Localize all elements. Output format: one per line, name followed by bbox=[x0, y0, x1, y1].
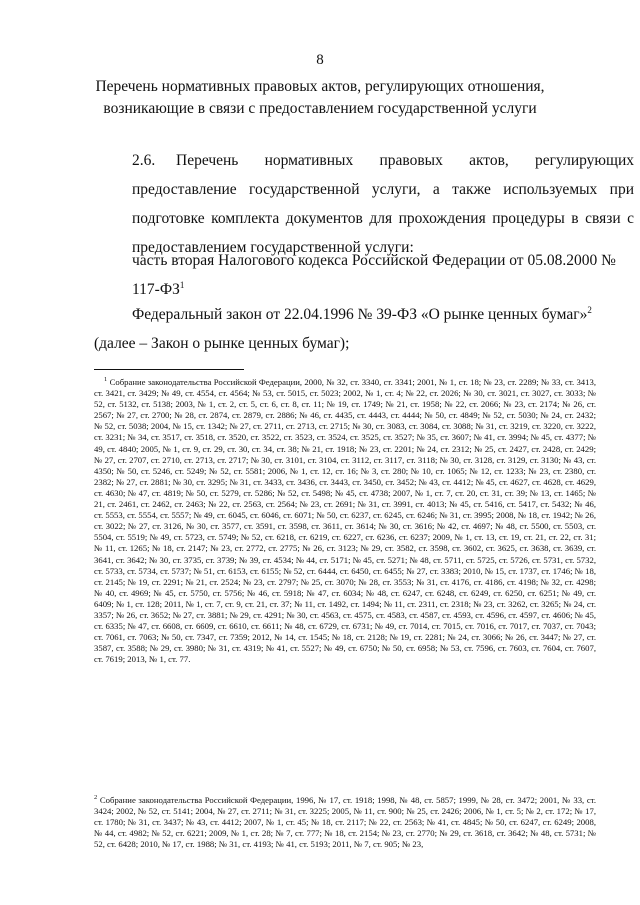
section-number: 2.6. bbox=[132, 152, 156, 169]
item-text: Федеральный закон от 22.04.1996 № 39-ФЗ «О рынке ценных бумаг» bbox=[132, 306, 588, 323]
item-text: часть вторая Налогового кодекса Российской Федерации от 05.08.2000 № 117-ФЗ bbox=[132, 252, 616, 298]
item-securities-law bbox=[94, 300, 634, 329]
heading-line-1: Перечень нормативных правовых актов, регулирующих отношения, bbox=[95, 78, 545, 95]
footnote-mark: 2 bbox=[94, 794, 98, 802]
heading-line-2: возникающие в связи с предоставлением государственной услуги bbox=[103, 100, 537, 117]
section-text: Перечень нормативных правовых актов, регулирующих предоставление государственной услуги, а также используемых при подготовке комплекта документов для прохождения процедуры в связи с предоставлением государственной услуги: bbox=[132, 152, 634, 256]
page-number: 8 bbox=[316, 52, 324, 68]
footnote-text: Собрание законодательства Российской Федерации, 1996, № 17, ст. 1918; 1998, № 48, ст. 5857; 1999, № 28, ст. 3472; 2001, № 33, ст. 3424; 2002, № 52, ст. 5141; 2004, № 27, ст. 2711; № 31, ст. 3225; 2005, № 11, ст. 900; № 25, ст. 2426; 2006, № 1, ст. 5; № 2, ст. 172; № 17, ст. 1780; № 31, ст. 3437; № 43, ст. 4412; 2007, № 1, ст. 45; № 18, ст. 2117; № 22, ст. 2563; № 41, ст. 4845; № 50, ст. 6247, ст. 6249; 2008, № 44, ст. 4982; № 52, ст. 6221; 2009, № 1, ст. 28; № 7, ст. 777; № 18, ст. 2154; № 23, ст. 2770; № 29, ст. 3618, ст. 3642; № 48, ст. 5731; № 52, ст. 6428; 2010, № 17, ст. 1988; № 31, ст. 4193; № 41, ст. 5193; 2011, № 7, ст. 905; № 23, bbox=[94, 795, 597, 850]
footnote-text: Собрание законодательства Российской Федерации, 2000, № 32, ст. 3340, ст. 3341; 2001, № 1, ст. 18; № 23, ст. 2289; № 33, ст. 3413, ст. 3421, ст. 3429; № 49, ст. 4554, ст. 4564; № 53, ст. 5015, ст. 5023; 2002, № 1, ст. 4; № 22, ст. 2026; № 30, ст. 3021, ст. 3027, ст. 3033; № 52, ст. 5132, ст. 5138; 2003, № 1, ст. 2, ст. 5, ст. 6, ст. 8, ст. 11; № 19, ст. 1749; № 21, ст. 1958; № 22, ст. 2066; № 23, ст. 2174; № 26, ст. 2567; № 27, ст. 2700; № 28, ст. 2874, ст. 2879, ст. 2886; № 46, ст. 4435, ст. 4443, ст. 4444; № 50, ст. 4849; № 52, ст. 5030; № 24, ст. 2432; № 52, ст. 5038; 2004, № 15, ст. 1342; № 27, ст. 2711, ст. 2713, ст. 2715; № 30, ст. 3083, ст. 3084, ст. 3088; № 31, ст. 3219, ст. 3220, ст. 3222, ст. 3231; № 34, ст. 3517, ст. 3518, ст. 3520, ст. 3522, ст. 3523, ст. 3524, ст. 3525, ст. 3527; № 35, ст. 3607; № 41, ст. 3994; № 45, ст. 4377; № 49, ст. 4840; 2005, № 1, ст. 9, ст. 29, ст. 30, ст. 34, ст. 38; № 21, ст. 1918; № 23, ст. 2201; № 24, ст. 2312; № 25, ст. 2427, ст. 2428, ст. 2429; № 27, ст. 2707, ст. 2710, ст. 2713, ст. 2717; № 30, ст. 3101, ст. 3104, ст. 3112, ст. 3117, ст. 3118; № 30, ст. 3128, ст. 3129, ст. 3130; № 43, ст. 4350; № 50, ст. 5246, ст. 5249; № 52, ст. 5581; 2006, № 1, ст. 12, ст. 16; № 3, ст. 280; № 10, ст. 1065; № 12, ст. 1233; № 23, ст. 2380, ст. 2382; № 27, ст. 2881; № 30, ст. 3295; № 31, ст. 3433, ст. 3436, ст. 3443, ст. 3450, ст. 3452; № 43, ст. 4412; № 45, ст. 4627, ст. 4628, ст. 4629, ст. 4630; № 47, ст. 4819; № 50, ст. 5279, ст. 5286; № 52, ст. 5498; № 45, ст. 4738; 2007, № 1, ст. 7, ст. 20, ст. 31, ст. 39; № 13, ст. 1465; № 21, ст. 2461, ст. 2462, ст. 2463; № 22, ст. 2563, ст. 2564; № 23, ст. 2691; № 31, ст. 3991, ст. 4013; № 45, ст. 5416, ст. 5417, ст. 5432; № 46, ст. 5553, ст. 5554, ст. 5557; № 49, ст. 6045, ст. 6046, ст. 6071; № 50, ст. 6237, ст. 6245, ст. 6246; № 31, ст. 3995; 2008, № 18, ст. 1942; № 26, ст. 3022; № 27, ст. 3126, № 30, ст. 3577, ст. 3591, ст. 3598, ст. 3611, ст. 3614; № 30, ст. 3616; № 42, ст. 4697; № 48, ст. 5500, ст. 5503, ст. 5504, ст. 5519; № 49, ст. 5723, ст. 5749; № 52, ст. 6218, ст. 6219, ст. 6227, ст. 6236, ст. 6237; 2009, № 1, ст. 13, ст. 19, ст. 21, ст. 22, ст. 31; № 11, ст. 1265; № 18, ст. 2147; № 23, ст. 2772, ст. 2775; № 26, ст. 3123; № 29, ст. 3582, ст. 3598, ст. 3602, ст. 3625, ст. 3638, ст. 3639, ст. 3641, ст. 3642; № 30, ст. 3735, ст. 3739; № 39, ст. 4534; № 44, ст. 5171; № 45, ст. 5271; № 48, ст. 5711, ст. 5725, ст. 5726, ст. 5731, ст. 5732, ст. 5733, ст. 5734, ст. 5737; № 51, ст. 6153, ст. 6155; № 52, ст. 6444, ст. 6450, ст. 6455; № 27, ст. 3383; 2010, № 15, ст. 1737, ст. 1746; № 18, ст. 2145; № 19, ст. 2291; № 21, ст. 2524; № 23, ст. 2797; № 25, ст. 3070; № 28, ст. 3553; № 31, ст. 4176, ст. 4186, ст. 4198; № 32, ст. 4298; № 40, ст. 4969; № 45, ст. 5750, ст. 5756; № 46, ст. 5918; № 47, ст. 6034; № 48, ст. 6247, ст. 6248, ст. 6249, ст. 6250, ст. 6251; № 49, ст. 6409; № 1, ст. 128; 2011, № 1, ст. 7, ст. 9, ст. 21, ст. 37; № 11, ст. 1492, ст. 1494; № 11, ст. 2311, ст. 2318; № 23, ст. 3262, ст. 3265; № 24, ст. 3357; № 26, ст. 3652; № 27, ст. 3881; № 29, ст. 4291; № 30, ст. 4563, ст. 4575, ст. 4583, ст. 4587, ст. 4593, ст. 4596, ст. 4597, ст. 4606; № 45, ст. 6335; № 47, ст. 6608, ст. 6609, ст. 6610, ст. 6611; № 48, ст. 6729, ст. 6731; № 49, ст. 7014, ст. 7015, ст. 7016, ст. 7017, ст. 7037, ст. 7043; ст. 7061, ст. 7063; № 50, ст. 7347, ст. 7359; 2012, № 14, ст. 1545; № 18, ст. 2128; № 19, ст. 2281; № 24, ст. 3066; № 26, ст. 3447; № 27, ст. 3587, ст. 3588; № 29, ст. 3980; № 31, ст. 4319; № 41, ст. 5527; № 49, ст. 6750; № 50, ст. 6958; № 53, ст. 7596, ст. 7603, ст. 7604, ст. 7607, ст. 7619; 2013, № 1, ст. 77. bbox=[94, 377, 597, 665]
footnote-mark: 1 bbox=[104, 376, 108, 384]
item-tax-code bbox=[94, 246, 634, 304]
document-heading bbox=[60, 76, 580, 120]
item-continuation: (далее – Закон о рынке ценных бумаг); bbox=[94, 335, 350, 352]
footnote-ref: 2 bbox=[587, 304, 592, 315]
footnote-ref: 1 bbox=[179, 279, 185, 290]
footnote-separator bbox=[94, 369, 244, 370]
footnote-1 bbox=[94, 377, 596, 665]
section-paragraph bbox=[94, 146, 634, 262]
footnote-2 bbox=[94, 795, 596, 850]
